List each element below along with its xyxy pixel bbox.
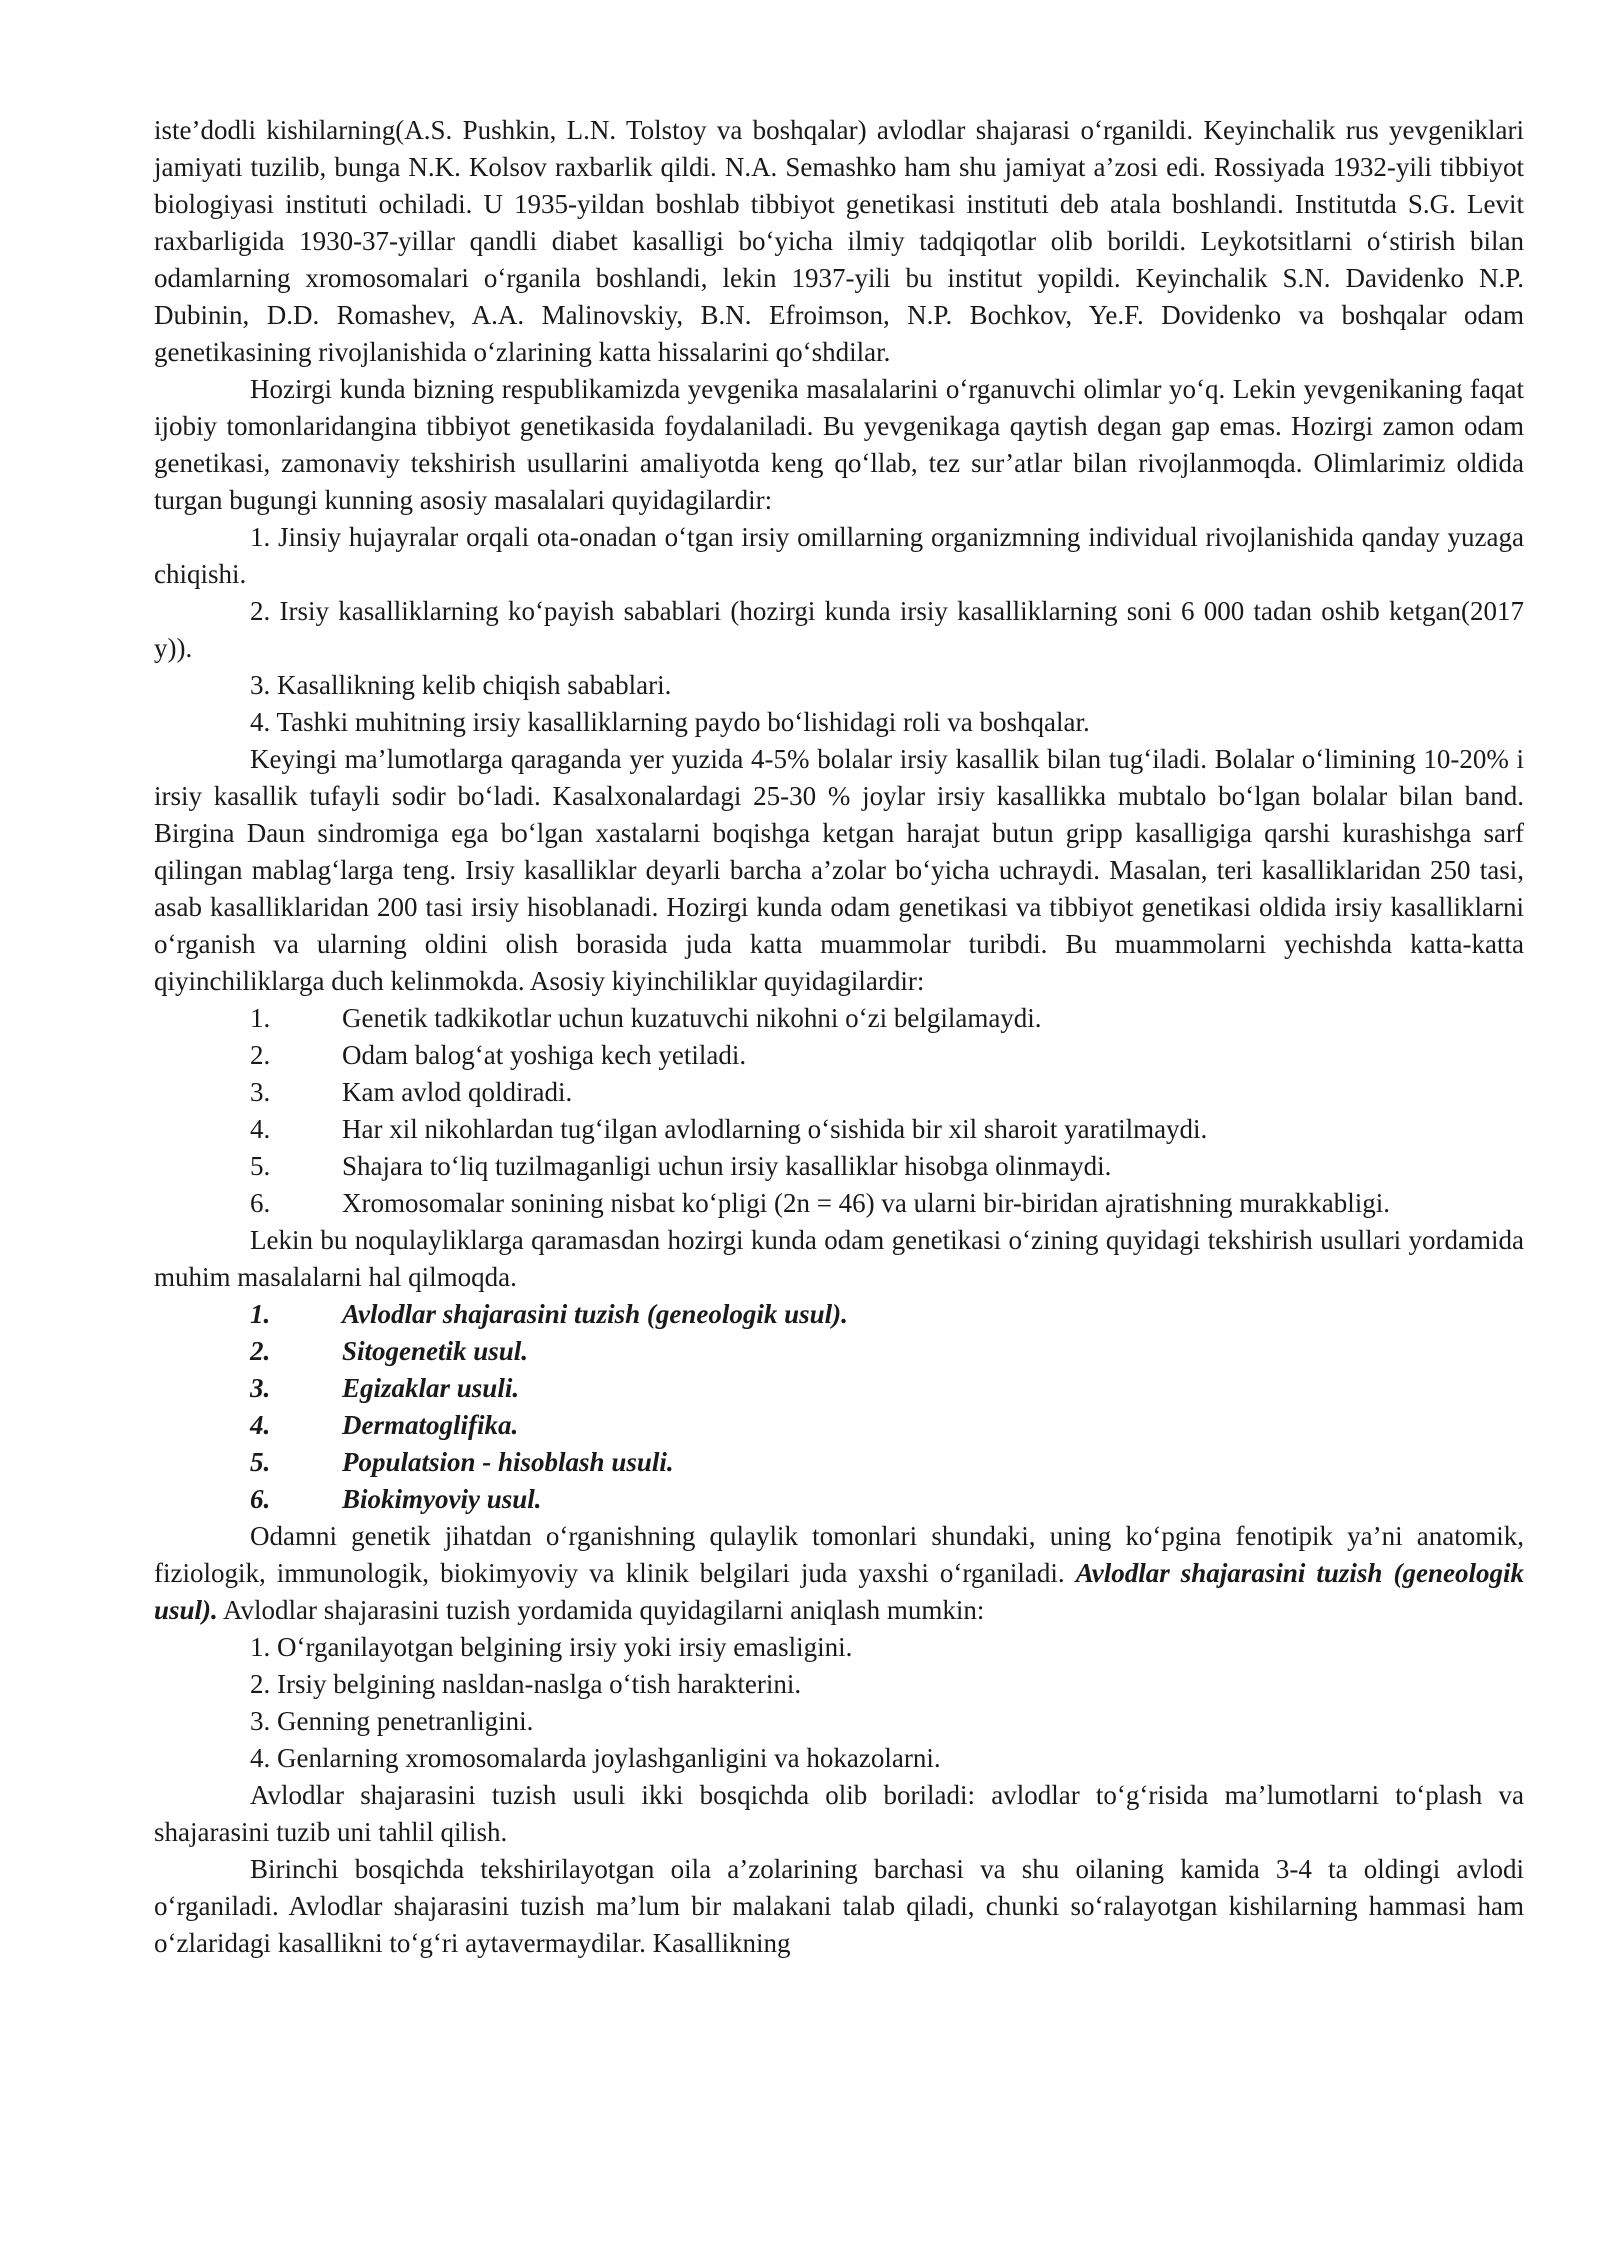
paragraph-eugenics: Hozirgi kunda bizning respublikamizda yevgenika masalalarini o‘rganuvchi olimlar yo‘q. Lekin yevgenikaning faqat ijobiy tomonlaridangina tibbiyot genetikasida foydalaniladi. Bu yevgenikaga qaytish degan gap emas. Hozirgi zamon odam genetikasi, zamonaviy tekshirish usullarini amaliyotda keng qo‘llab, tez sur’atlar bilan rivojlanmoqda. Olimlarimiz oldida turgan bugungi kunning asosiy masalalari quyidagilardir:: [154, 374, 1524, 515]
method-text: Dermatoglifika.: [342, 1410, 519, 1440]
genealogy-text-end: Avlodlar shajarasini tuzish yordamida quyidagilarni aniqlash mumkin:: [217, 1595, 985, 1625]
difficulty-number: 1.: [250, 1003, 271, 1033]
paragraph-history: iste’dodli kishilarning(A.S. Pushkin, L.N. Tolstoy va boshqalar) avlodlar shajarasi o‘rganildi. Keyinchalik rus yevgeniklari jamiyati tuzilib, bunga N.K. Kolsov raxbarlik qildi. N.A. Semashko ham shu jamiyat a’zosi edi. Rossiyada 1932-yili tibbiyot biologiyasi instituti ochiladi. U 1935-yildan boshlab tibbiyot genetikasi instituti deb atala boshlandi. Institutda S.G. Levit raxbarligida 1930-37-yillar qandli diabet kasalligi bo‘yicha ilmiy tadqiqotlar olib borildi. Leykotsitlarni o‘stirish bilan odamlarning xromosomalari o‘rganila boshlandi, lekin 1937-yili bu institut yopildi. Keyinchalik S.N. Davidenko N.P. Dubinin, D.D. Romashev, A.A. Malinovskiy, B.N. Efroimson, N.P. Bochkov, Ye.F. Dovidenko va boshqalar odam genetikasining rivojlanishida o‘zlarining katta hissalarini qo‘shdilar.: [154, 115, 1524, 367]
method-item: [154, 1296, 1524, 1333]
paragraph-genealogy: [154, 1518, 1524, 1629]
difficulty-item: [154, 1111, 1524, 1148]
difficulty-number: 6.: [250, 1188, 271, 1218]
difficulty-item: [154, 1000, 1524, 1037]
difficulty-item: [154, 1185, 1524, 1222]
method-number: 1.: [250, 1299, 271, 1329]
paragraph-statistics: Keyingi ma’lumotlarga qaraganda yer yuzida 4-5% bolalar irsiy kasallik bilan tug‘iladi. Bolalar o‘limining 10-20% i irsiy kasallik tufayli sodir bo‘ladi. Kasalxonalardagi 25-30 % joylar irsiy kasallikka mubtalo bo‘lgan bolalar bilan band. Birgina Daun sindromiga ega bo‘lgan xastalarni boqishga ketgan harajat butun gripp kasalligiga qarshi kurashishga sarf qilingan mablag‘larga teng. Irsiy kasalliklar deyarli barcha a’zolar bo‘yicha uchraydi. Masalan, teri kasalliklaridan 250 tasi, asab kasalliklaridan 200 tasi irsiy hisoblanadi. Hozirgi kunda odam genetikasi va tibbiyot genetikasi oldida irsiy kasalliklarni o‘rganish va ularning oldini olish borasida juda katta muammolar turibdi. Bu muammolarni yechishda katta-katta qiyinchiliklarga duch kelinmokda. Asosiy kiyinchiliklar quyidagilardir:: [154, 744, 1524, 996]
difficulty-text: Har xil nikohlardan tug‘ilgan avlodlarning o‘sishida bir xil sharoit yaratilmaydi.: [342, 1114, 1208, 1144]
difficulty-text: Shajara to‘liq tuzilmaganligi uchun irsiy kasalliklar hisobga olinmaydi.: [342, 1151, 1112, 1181]
genealogy-method-title: Avlodlar shajarasini tuzish (geneologik usul).: [154, 1558, 1524, 1625]
task-item: 4. Tashki muhitning irsiy kasalliklarning paydo bo‘lishidagi roli va boshqalar.: [250, 707, 1090, 737]
method-item: [154, 1481, 1524, 1518]
method-text: Populatsion - hisoblash usuli.: [342, 1447, 674, 1477]
difficulty-number: 3.: [250, 1077, 271, 1107]
method-number: 5.: [250, 1447, 271, 1477]
method-text: Avlodlar shajarasini tuzish (geneologik usul).: [342, 1299, 848, 1329]
task-item: 2. Irsiy kasalliklarning ko‘payish sabablari (hozirgi kunda irsiy kasalliklarning soni 6 000 tadan oshib ketgan(2017 y)).: [154, 596, 1524, 663]
paragraph-methods-intro: Lekin bu noqulayliklarga qaramasdan hozirgi kunda odam genetikasi o‘zining quyidagi tekshirish usullari yordamida muhim masalalarni hal qilmoqda.: [154, 1225, 1524, 1292]
method-item: [154, 1444, 1524, 1481]
difficulty-text: Odam balog‘at yoshiga kech yetiladi.: [342, 1040, 747, 1070]
determination-item: 2. Irsiy belgining nasldan-naslga o‘tish harakterini.: [250, 1669, 802, 1699]
difficulty-text: Kam avlod qoldiradi.: [342, 1077, 573, 1107]
task-item: 1. Jinsiy hujayralar orqali ota-onadan o‘tgan irsiy omillarning organizmning individual rivojlanishida qanday yuzaga chiqishi.: [154, 522, 1524, 589]
method-text: Sitogenetik usul.: [342, 1336, 529, 1366]
difficulty-item: [154, 1074, 1524, 1111]
difficulty-number: 5.: [250, 1151, 271, 1181]
method-number: 6.: [250, 1484, 271, 1514]
method-item: [154, 1370, 1524, 1407]
difficulty-text: Xromosomalar sonining nisbat ko‘pligi (2n = 46) va ularni bir-biridan ajratishning murakkabligi.: [342, 1188, 1390, 1218]
difficulty-item: [154, 1037, 1524, 1074]
method-number: 2.: [250, 1336, 271, 1366]
method-item: [154, 1333, 1524, 1370]
method-number: 4.: [250, 1410, 271, 1440]
difficulty-text: Genetik tadkikotlar uchun kuzatuvchi nikohni o‘zi belgilamaydi.: [342, 1003, 1042, 1033]
difficulty-number: 4.: [250, 1114, 271, 1144]
task-item: 3. Kasallikning kelib chiqish sabablari.: [250, 670, 672, 700]
genealogy-text-start: Odamni genetik jihatdan o‘rganishning qulaylik tomonlari shundaki, uning ko‘pgina fenotipik ya’ni anatomik, fiziologik, immunologik, biokimyoviy va klinik belgilari juda yaxshi o‘rganiladi.: [154, 1521, 1524, 1588]
determination-item: 1. O‘rganilayotgan belgining irsiy yoki irsiy emasligini.: [250, 1632, 853, 1662]
difficulty-number: 2.: [250, 1040, 271, 1070]
paragraph-first-stage: Birinchi bosqichda tekshirilayotgan oila a’zolarining barchasi va shu oilaning kamida 3-4 ta oldingi avlodi o‘rganiladi. Avlodlar shajarasini tuzish ma’lum bir malakani talab qiladi, chunki so‘ralayotgan kishilarning hammasi ham o‘zlaridagi kasallikni to‘g‘ri aytavermaydilar. Kasallikning: [154, 1854, 1524, 1958]
determination-item: 3. Genning penetranligini.: [250, 1706, 534, 1736]
method-number: 3.: [250, 1373, 271, 1403]
determination-item: 4. Genlarning xromosomalarda joylashganligini va hokazolarni.: [250, 1743, 941, 1773]
method-item: [154, 1407, 1524, 1444]
paragraph-stages: Avlodlar shajarasini tuzish usuli ikki bosqichda olib boriladi: avlodlar to‘g‘risida ma’lumotlarni to‘plash va shajarasini tuzib uni tahlil qilish.: [154, 1780, 1524, 1847]
difficulty-item: [154, 1148, 1524, 1185]
method-text: Biokimyoviy usul.: [342, 1484, 542, 1514]
method-text: Egizaklar usuli.: [342, 1373, 520, 1403]
